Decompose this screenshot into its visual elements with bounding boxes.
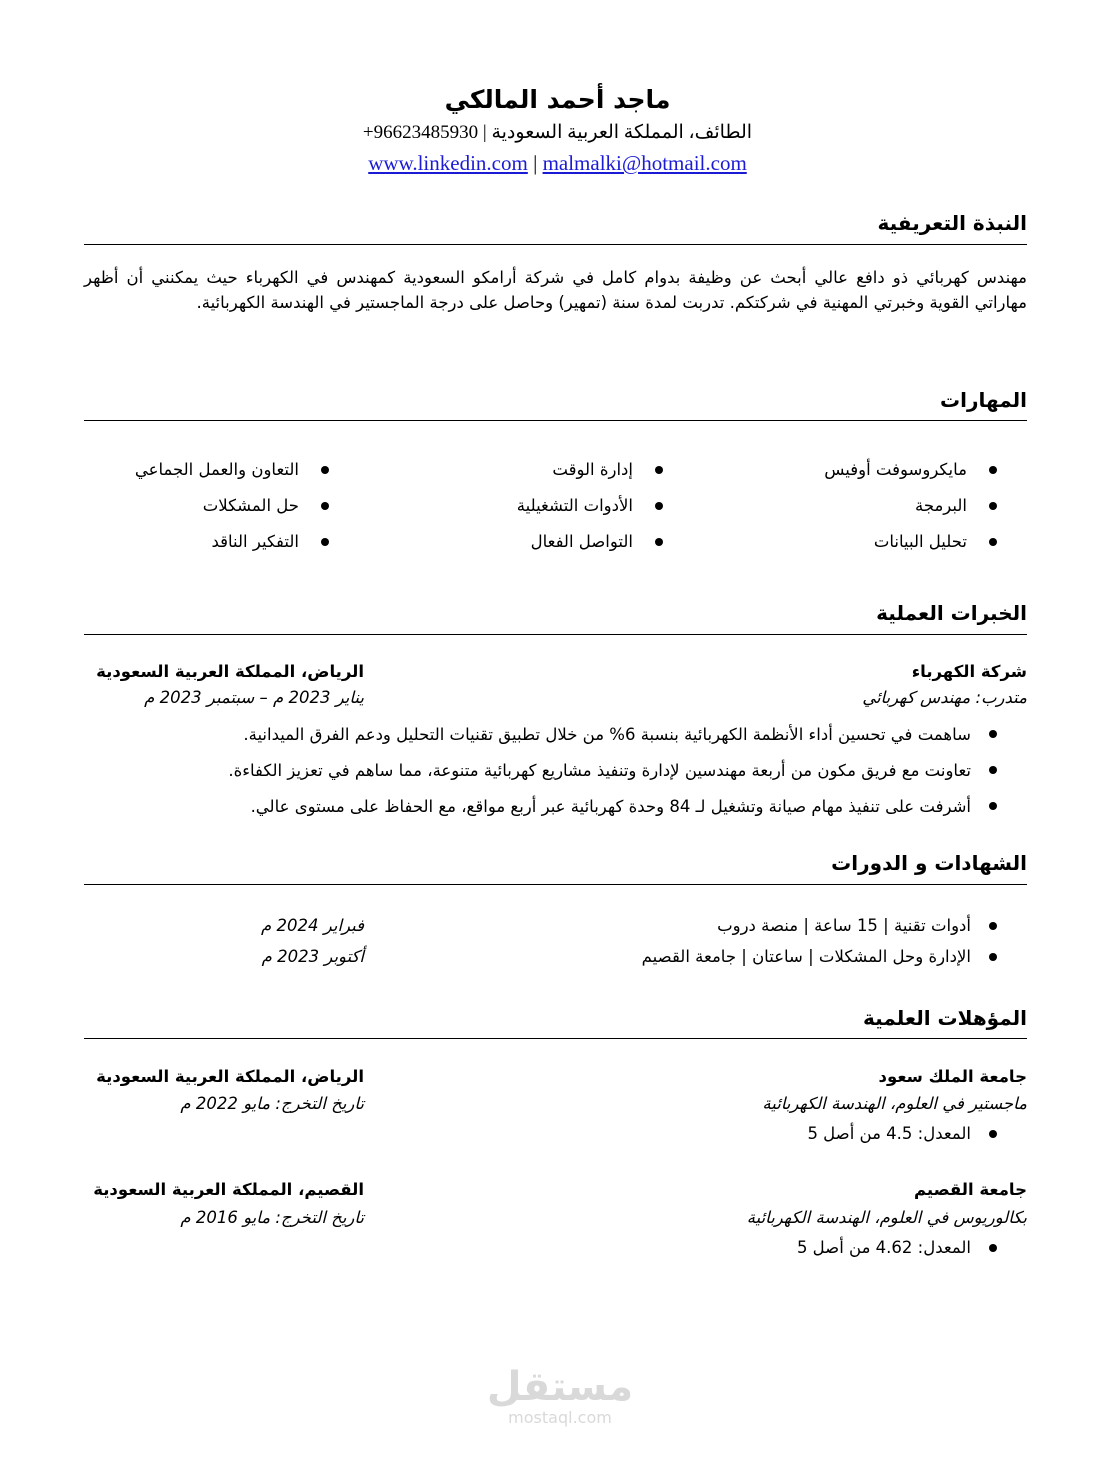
education-degree-row [84,1205,1027,1230]
bullet-icon [989,953,997,961]
degree-text: بكالوريوس في العلوم، الهندسة الكهربائية [746,1208,1027,1227]
certificate-date: فبراير 2024 م [261,916,364,935]
list-item: المعدل: 4.62 من أصل 5 [84,1235,1027,1260]
summary-text: مهندس كهربائي ذو دافع عالي أبحث عن وظيفة بدوام كامل في شركة أرامكو السعودية كمهندس في الكهرباء حيث يمكنني أن أظهر مهاراتي القوية وخبرتي المهنية في شركتكم. تدربت لمدة سنة (تمهير) وحاصل على درجة الماجستير في الهندسة الكهربائية. [84,268,1027,312]
bullet-icon [989,730,997,738]
section-title-experience: الخبرات العملية [876,601,1027,625]
bullet-icon [321,538,329,546]
school-location: الرياض، المملكة العربية السعودية [96,1067,364,1086]
education-gpa-list [84,1121,1027,1146]
list-item: المعدل: 4.5 من أصل 5 [84,1121,1027,1146]
bullet-icon [655,538,663,546]
bullet-icon [989,922,997,930]
skill-item: إدارة الوقت [359,456,693,483]
location-text: الطائف، المملكة العربية السعودية [491,122,753,143]
skill-item: التواصل الفعال [359,528,693,555]
phone-number: +96623485930 [362,122,479,143]
bullet-icon [989,538,997,546]
education-gpa-list [84,1235,1027,1260]
experience-header-row [84,659,1027,684]
section-title-skills: المهارات [940,388,1027,412]
bullet-icon [989,1130,997,1138]
list-item: تعاونت مع فريق مكون من أربعة مهندسين لإدارة وتنفيذ مشاريع كهربائية متنوعة، مما ساهم في تعزيز الكفاءة. [84,752,1027,788]
list-item: أشرفت على تنفيذ مهام صيانة وتشغيل لـ 84 وحدة كهربائية عبر أربع مواقع، مع الحفاظ على مستوى عالي. [84,788,1027,824]
bullet-icon [989,502,997,510]
graduation-date: تاريخ التخرج: مايو 2016 م [180,1208,364,1227]
skill-item: مايكروسوفت أوفيس [693,456,1027,483]
bullet-icon [655,466,663,474]
experience-role-row [84,685,1027,710]
linkedin-link[interactable]: www.linkedin.com [368,151,528,175]
school-location: القصيم، المملكة العربية السعودية [93,1180,364,1199]
certifications-list [84,910,1027,972]
list-item: أدوات تقنية | 15 ساعة | منصة دروب فبراير 2024 م [84,910,1027,941]
separator: | [482,122,487,143]
bullet-icon [321,466,329,474]
degree-text: ماجستير في العلوم، الهندسة الكهربائية [762,1094,1027,1113]
experience-bullets [84,716,1027,824]
list-item: ساهمت في تحسين أداء الأنظمة الكهربائية بنسبة 6% من خلال تطبيق تقنيات التحليل ودعم الفرق الميدانية. [84,716,1027,752]
education-degree-row [84,1091,1027,1116]
bullet-icon [989,802,997,810]
bullet-icon [989,766,997,774]
section-divider [84,634,1027,635]
watermark-url: mostaql.com [508,1408,612,1427]
watermark-logo: مستقل [486,1364,634,1410]
bullet-icon [321,502,329,510]
section-title-education: المؤهلات العلمية [863,1006,1027,1030]
section-divider [84,1038,1027,1039]
section-divider [84,420,1027,421]
company-location: الرياض، المملكة العربية السعودية [96,662,364,681]
school-name: جامعة الملك سعود [878,1067,1027,1086]
job-role: متدرب: مهندس كهربائي [862,688,1027,707]
skill-item: البرمجة [693,492,1027,519]
bullet-icon [989,1244,997,1252]
skill-item: التعاون والعمل الجماعي [84,456,359,483]
resume-header [0,82,1115,178]
section-divider [84,884,1027,885]
school-name: جامعة القصيم [913,1180,1027,1199]
contact-line [0,118,1115,148]
bullet-icon [989,466,997,474]
skill-item: الأدوات التشغيلية [359,492,693,519]
skill-item: تحليل البيانات [693,528,1027,555]
bullet-icon [655,502,663,510]
education-header-row [84,1064,1027,1089]
section-divider [84,244,1027,245]
separator: | [533,151,538,175]
section-title-summary: النبذة التعريفية [877,211,1027,235]
education-header-row [84,1177,1027,1202]
links-line [0,148,1115,178]
watermark [460,1366,660,1428]
skill-item: حل المشكلات [84,492,359,519]
list-item: الإدارة وحل المشكلات | ساعتان | جامعة القصيم أكتوبر 2023 م [84,941,1027,972]
skill-item: التفكير الناقد [84,528,359,555]
job-dates: يناير 2023 م – سبتمبر 2023 م [144,688,364,707]
candidate-name: ماجد أحمد المالكي [444,85,671,114]
section-title-certifications: الشهادات و الدورات [831,851,1027,875]
certificate-date: أكتوبر 2023 م [261,947,364,966]
graduation-date: تاريخ التخرج: مايو 2022 م [180,1094,364,1113]
email-link[interactable]: malmalki@hotmail.com [542,151,747,175]
skills-grid [84,456,1027,555]
company-name: شركة الكهرباء [911,662,1027,681]
